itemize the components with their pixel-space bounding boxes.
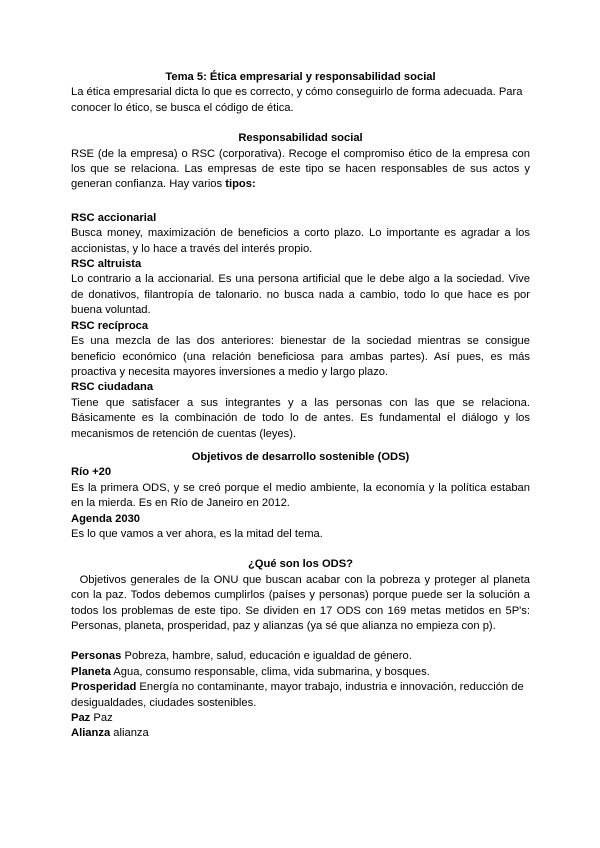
p-item-paz bbox=[71, 711, 530, 726]
p-item-label: Paz bbox=[71, 712, 91, 725]
p-item-alianza bbox=[71, 726, 530, 741]
rs-heading: Responsabilidad social bbox=[238, 132, 363, 145]
spacer bbox=[71, 634, 530, 649]
rio-text: Es la primera ODS, y se creó porque el medio ambiente, la economía y la política estaban en la mierda. Es en Río de Janeiro en 2012. bbox=[71, 481, 530, 510]
intro-paragraph: La ética empresarial dicta lo que es correcto, y cómo conseguirlo de forma adecuada. Para conocer lo ético, se busca el código de ética. bbox=[71, 86, 523, 114]
spacer bbox=[71, 542, 530, 557]
agenda-text: Es lo que vamos a ver ahora, es la mitad del tema. bbox=[71, 527, 323, 540]
rsc-ciudadana-text: Tiene que satisfacer a sus integrantes y a las personas con las que se relaciona. Básicamente es la combinación de todo lo de antes. Es fundamental el diálogo y los mecanismos de retención de cuentas (leyes). bbox=[71, 396, 530, 440]
rsc-reciproca-text: Es una mezcla de las dos anteriores: bienestar de la sociedad mientras se consigue beneficio económico (una relación beneficiosa para ambas partes). Así pues, es más proactiva y necesita mayores inversiones a medio y largo plazo. bbox=[71, 335, 530, 378]
que-son-heading: ¿Qué son los ODS? bbox=[247, 558, 354, 571]
p-item-label: Alianza bbox=[71, 727, 111, 740]
spacer bbox=[71, 116, 530, 131]
p-item-prosperidad bbox=[71, 680, 530, 711]
p-item-text: alianza bbox=[110, 727, 149, 740]
que-son-text: Objetivos generales de la ONU que buscan acabar con la pobreza y proteger al planeta con la paz. Todos debemos cumplirlos (países y personas) porque puede ser la solución a todos los problemas de este tipo. Se dividen en 17 ODS con 169 metas metidos en 5P's: Personas, planeta, prosperidad, paz y alianzas (ya sé que alianza no empieza con p). bbox=[71, 573, 534, 632]
p-item-label: Prosperidad bbox=[71, 681, 137, 694]
p-item-text: Paz bbox=[90, 712, 113, 725]
agenda-heading: Agenda 2030 bbox=[71, 512, 141, 525]
rs-text: RSE (de la empresa) o RSC (corporativa). Recoge el compromiso ético de la empresa con los que se relaciona. Las empresas de este tipo se hacen responsables de sus actos y generan confianza. Hay varios bbox=[71, 147, 530, 191]
rsc-accionarial-heading: RSC accionarial bbox=[71, 211, 157, 224]
ods-heading: Objetivos de desarrollo sostenible (ODS) bbox=[191, 450, 410, 463]
spacer bbox=[71, 193, 530, 208]
rsc-altruista-heading: RSC altruista bbox=[71, 258, 142, 271]
rs-bold-text: tipos: bbox=[225, 178, 256, 191]
p-item-planeta bbox=[71, 665, 530, 680]
rsc-reciproca-heading: RSC recíproca bbox=[71, 319, 149, 332]
p-item-text: Agua, consumo responsable, clima, vida submarina, y bosques. bbox=[110, 665, 430, 678]
p-item-text: Energía no contaminante, mayor trabajo, industria e innovación, reducción de desigualdades, ciudades sostenibles. bbox=[71, 681, 524, 709]
page-title: Tema 5: Ética empresarial y responsabilidad social bbox=[165, 71, 436, 83]
p-item-personas bbox=[71, 649, 530, 664]
rsc-altruista-text: Lo contrario a la accionarial. Es una persona artificial que le debe algo a la sociedad. Vive de donativos, filantropía de talonario. no busca nada a cambio, todo lo que hace es por buena voluntad. bbox=[71, 273, 530, 317]
rio-heading: Río +20 bbox=[71, 466, 112, 479]
p-item-text: Pobreza, hambre, salud, educación e igualdad de género. bbox=[121, 650, 412, 663]
p-item-label: Personas bbox=[71, 650, 122, 663]
rs-paragraph bbox=[71, 147, 530, 193]
p-item-label: Planeta bbox=[71, 665, 111, 678]
rsc-ciudadana-heading: RSC ciudadana bbox=[71, 381, 154, 394]
rsc-accionarial-text: Busca money, maximización de beneficios a corto plazo. Lo importante es agradar a los accionistas, y lo hace a través del interés propio. bbox=[71, 227, 530, 255]
